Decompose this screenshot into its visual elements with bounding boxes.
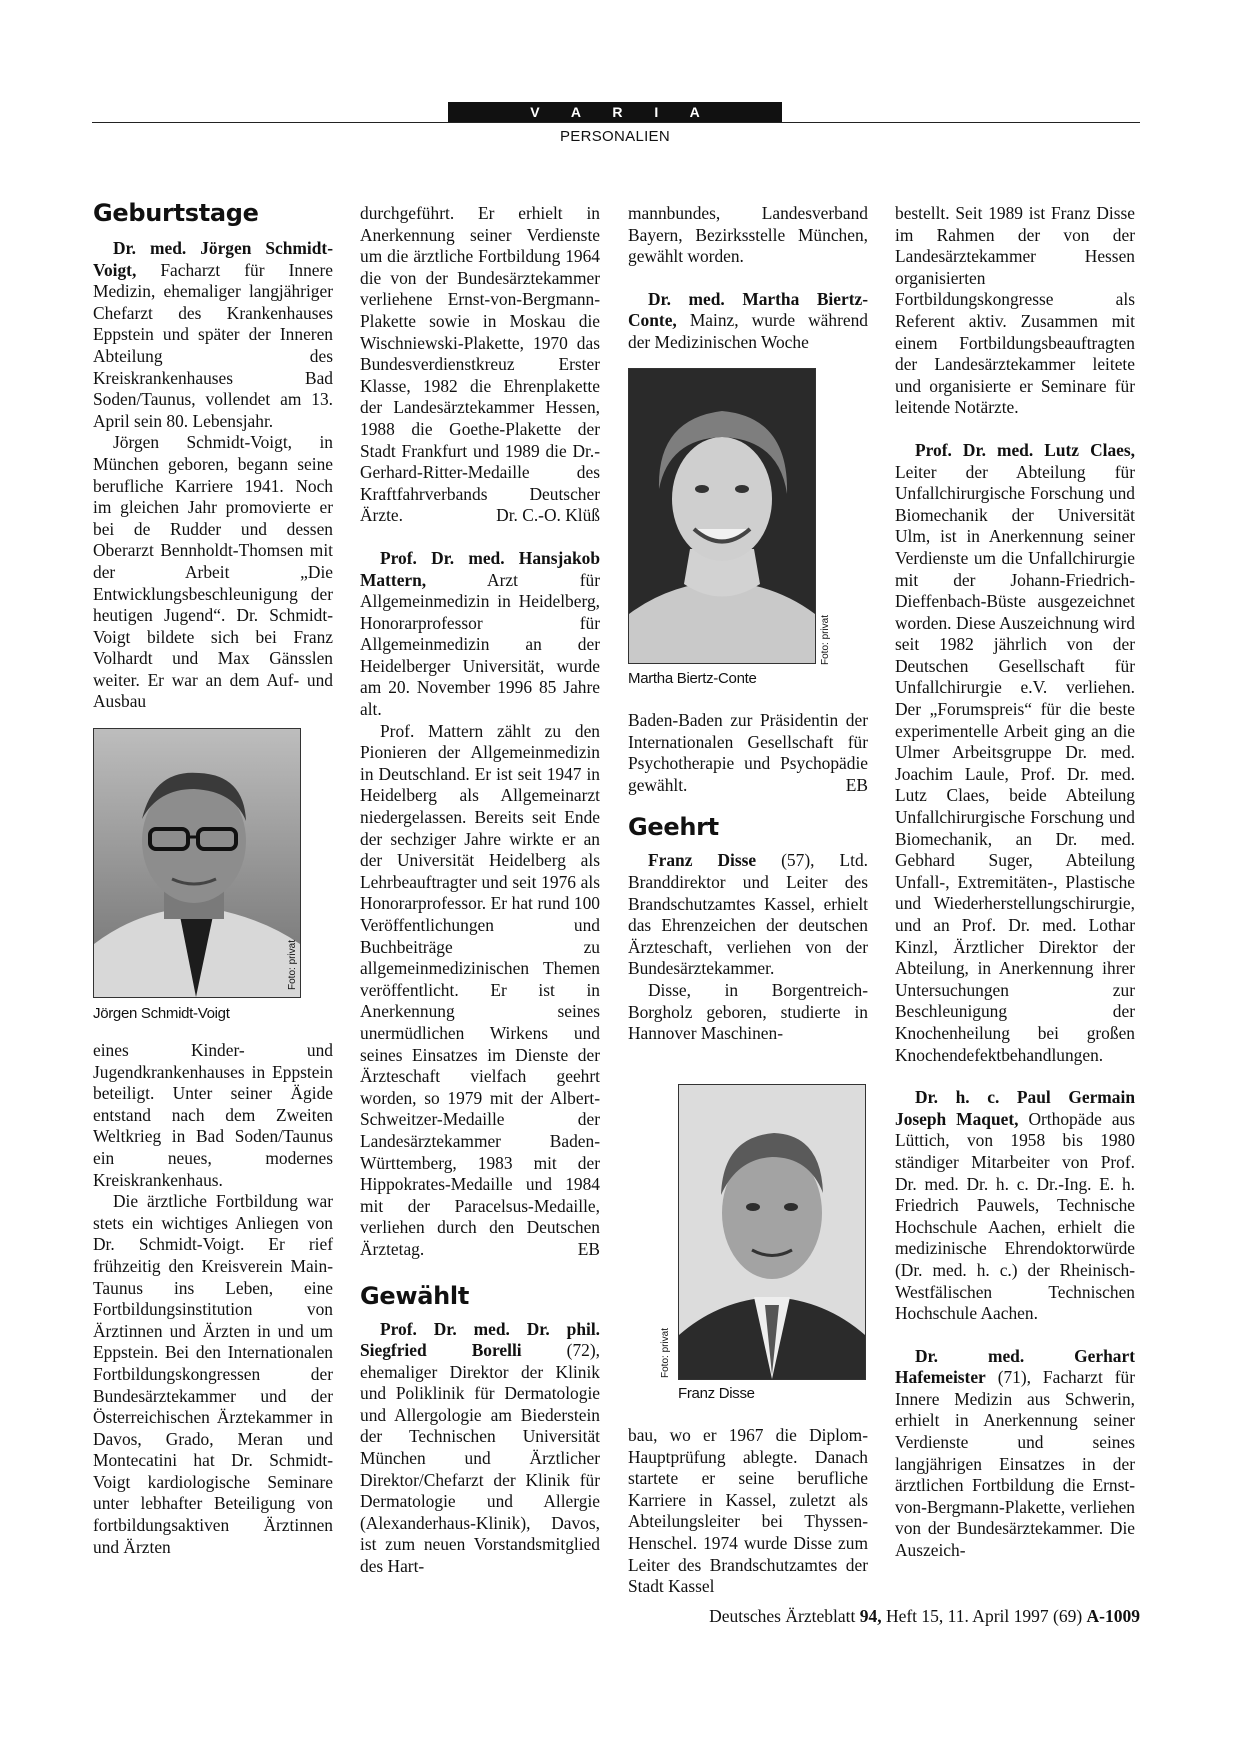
column-2: [360, 203, 600, 1578]
signature: EB: [845, 774, 868, 795]
paragraph: Franz Disse (57), Ltd. Branddirektor und Leiter des Brandschutzamtes Kassel, erhielt das Ehrenzeichen der deutschen Ärzteschaft, verliehen von der Bundesärztekammer.: [628, 850, 868, 979]
person-name: Prof. Dr. med. Lutz Claes,: [915, 439, 1135, 460]
photo-credit: Foto: privat: [287, 939, 298, 990]
photo-schmidt-voigt: [93, 728, 301, 998]
paragraph: Dr. med. Martha Biertz-Conte, Mainz, wurde während der Medizinischen Woche: [628, 288, 868, 352]
heading-geehrt: Geehrt: [628, 813, 719, 842]
column-1-cont: [93, 1040, 333, 1558]
paragraph: eines Kinder- und Jugendkrankenhauses in Eppstein beteiligt. Unter seiner Ägide entstand nach dem Zweiten Weltkrieg in Bad Soden/Taunus ein neues, modernes Kreiskrankenhaus.: [93, 1040, 333, 1190]
paragraph: Prof. Mattern zählt zu den Pionieren der Allgemeinmedizin in Deutschland. Er ist seit 1947 in Heidelberg als Allgemeinarzt niedergelassen. Bereits seit Ende der sechziger Jahre wirkte er an der Universität Heidelberg als Lehrbeauftragter und seit 1976 als Honorarprofessor. Er hat rund 100 Veröffentlichungen und Buchbeiträge zu allgemeinmedizinischen Themen veröffentlicht. Er ist in Anerkennung seines unermüdlichen Wirkens und seines Einsatzes im Dienste der Ärzteschaft vielfach geehrt worden, so 1979 mit der Albert-Schweitzer-Medaille der Landesärztekammer Baden-Württemberg, 1983 mit der Hippokrates-Medaille und 1984 mit der Paracelsus-Medaille, verliehen durch den Deutschen Ärztetag. EB: [360, 720, 600, 1259]
heading-geburtstage: Geburtstage: [93, 199, 259, 227]
heading-gewaehlt: Gewählt: [360, 1281, 470, 1310]
column-4: [895, 203, 1135, 1562]
page-footer: Deutsches Ärzteblatt 94, Heft 15, 11. April 1997 (69) A-1009: [709, 1606, 1140, 1626]
paragraph: Prof. Dr. med. Hansjakob Mattern, Arzt für Allgemeinmedizin in Heidelberg, Honorarprofessor für Allgemeinmedizin an der Heidelberger Universität, wurde am 20. November 1996 85 Jahre alt.: [360, 547, 600, 720]
person-name: Franz Disse: [648, 850, 757, 871]
paragraph: Dr. med. Gerhart Hafemeister (71), Facharzt für Innere Medizin aus Schwerin, erhielt in Anerkennung seiner Verdienste und seines langjährigen Einsatzes in der ärztlichen Fortbildung die Ernst-von-Bergmann-Plakette, verliehen von der Bundesärztekammer. Die Auszeich-: [895, 1345, 1135, 1561]
paragraph: Dr. h. c. Paul Germain Joseph Maquet, Orthopäde aus Lüttich, von 1958 bis 1980 ständiger Mitarbeiter von Prof. Dr. med. Dr. h. c. Dr.-Ing. E. h. Friedrich Pauwels, Technische Hochschule Aachen, erhielt die medizinische Ehrendoktorwürde (Dr. med. h. c.) der Rheinisch-Westfälischen Technischen Hochschule Aachen.: [895, 1087, 1135, 1324]
portrait-man-suit: [679, 1085, 865, 1379]
photo-caption: Franz Disse: [678, 1385, 755, 1402]
column-1: [93, 198, 333, 713]
portrait-man-glasses: [94, 729, 300, 997]
person-name: Dr. med. Martha Biertz-Conte,: [628, 288, 868, 331]
photo-credit: Foto: privat: [660, 1327, 671, 1378]
paragraph: Prof. Dr. med. Lutz Claes, Leiter der Abteilung für Unfallchirurgische Forschung und Biomechanik der Universität Ulm, ist in Anerkennung seiner Verdienste um die Unfallchirurgie mit der Johann-Friedrich-Dieffenbach-Büste ausgezeichnet worden. Diese Auszeichnung wird seit 1982 jährlich von der Deutschen Gesellschaft für Unfallchirurgie e.V. verliehen. Der „Forumspreis“ für die beste experimentelle Arbeit ging an die Ulmer Arbeitsgruppe Dr. med. Joachim Laule, Prof. Dr. med. Lutz Claes, beide Abteilung Unfallchirurgische Forschung und Biomechanik, an Dr. med. Gebhard Suger, Abteilung Unfall-, Extremitäten-, Plastische und Wiederherstellungschirurgie, und an Prof. Dr. med. Lothar Kinzl, Ärztlicher Direktor der Abteilung, in Anerkennung ihrer Untersuchungen zur Beschleunigung der Knochenheilung bei großen Knochendefektbehandlungen.: [895, 439, 1135, 1065]
paragraph: Disse, in Borgentreich-Borgholz geboren, studierte in Hannover Maschinen-: [628, 979, 868, 1044]
paragraph: mannbundes, Landesverband Bayern, Bezirksstelle München, gewählt worden.: [628, 203, 868, 267]
paragraph: Baden-Baden zur Präsidentin der Internationalen Gesellschaft für Psychotherapie und Psychopädie gewählt. EB: [628, 710, 868, 795]
column-3-cont2: [628, 1425, 868, 1598]
signature: EB: [577, 1238, 600, 1259]
person-name: Dr. med. Gerhart Hafemeister: [895, 1345, 1135, 1388]
paragraph: durchgeführt. Er erhielt in Anerkennung seiner Verdienste um die ärztliche Fortbildung 1964 die von der Bundesärztekammer verliehene Ernst-von-Bergmann-Plakette sowie in Moskau die Wischniewski-Plakette, 1970 das Bundesverdienstkreuz Erster Klasse, 1982 die Ehrenplakette der Landesärztekammer Hessen, 1988 die Goethe-Plakette der Stadt Frankfurt und 1989 die Dr.-Gerhard-Ritter-Medaille des Kraftfahrverbands Deutscher Ärzte. Dr. C.-O. Klüß: [360, 203, 600, 526]
person-name: Prof. Dr. med. Hansjakob Mattern,: [360, 547, 600, 590]
signature: Dr. C.-O. Klüß: [496, 505, 600, 526]
paragraph: Die ärztliche Fortbildung war stets ein wichtiges Anliegen von Dr. Schmidt-Voigt. Er rief frühzeitig den Kreisverein Main-Taunus ins Leben, eine Fortbildungsinstitution von Ärztinnen und Ärzten in und um Eppstein. Bei den Internationalen Fortbildungskongressen der Bundesärztekammer und der Österreichischen Ärztekammer in Davos, Grado, Meran und Montecatini hat Dr. Schmidt-Voigt kardiologische Seminare unter lebhafter Beteiligung von fortbildungsaktiven Ärztinnen und Ärzten: [93, 1191, 333, 1557]
person-name: Prof. Dr. med. Dr. phil. Siegfried Borelli: [360, 1318, 600, 1361]
column-3: [628, 203, 868, 354]
page-number: A-1009: [1086, 1606, 1140, 1626]
photo-caption: Jörgen Schmidt-Voigt: [93, 1005, 230, 1022]
person-name: Dr. h. c. Paul Germain Joseph Maquet,: [895, 1087, 1135, 1129]
portrait-woman-smiling: [629, 369, 815, 663]
paragraph: Jörgen Schmidt-Voigt, in München geboren, begann seine berufliche Karriere 1941. Noch im gleichen Jahr promovierte er bei de Rudder und dessen Oberarzt Bennholdt-Thomsen mit der Arbeit „Die Entwicklungsbeschleunigung der heutigen Jugend“. Dr. Schmidt-Voigt bildete sich bei Franz Volhardt und Max Gänsslen weiter. Er war an dem Auf- und Ausbau: [93, 432, 333, 712]
paragraph: Prof. Dr. med. Dr. phil. Siegfried Borelli (72), ehemaliger Direktor der Klinik und Poliklinik für Dermatologie und Allergologie am Biederstein der Technischen Universität München und Ärztlicher Direktor/Chefarzt der Klinik für Dermatologie und Allergie (Alexanderhaus-Klinik), Davos, ist zum neuen Vorstandsmitglied des Hart-: [360, 1318, 600, 1577]
person-name: Dr. med. Jörgen Schmidt-Voigt,: [93, 238, 333, 280]
photo-caption: Martha Biertz-Conte: [628, 670, 757, 687]
paragraph: bestellt. Seit 1989 ist Franz Disse im Rahmen der von der Landesärztekammer Hessen organisierten Fortbildungskongresse als Referent aktiv. Zusammen mit einem Fortbildungsbeauftragten der Landesärztekammer leitete und organisierte er Seminare für leitende Notärzte.: [895, 203, 1135, 418]
photo-disse: [678, 1084, 866, 1380]
paragraph: bau, wo er 1967 die Diplom-Hauptprüfung ablegte. Danach startete er seine berufliche Karriere in Kassel, zuletzt als Abteilungsleiter bei Thyssen-Henschel. 1974 wurde Disse zum Leiter des Brandschutzamtes der Stadt Kassel: [628, 1425, 868, 1597]
photo-credit: Foto: privat: [820, 614, 831, 665]
section-label: V A R I A: [448, 102, 782, 122]
subsection-label: PERSONALIEN: [560, 128, 670, 145]
header-rule: [92, 122, 1140, 123]
column-3-cont: [628, 710, 868, 1045]
photo-biertz-conte: [628, 368, 816, 664]
paragraph: Dr. med. Jörgen Schmidt-Voigt, Facharzt für Innere Medizin, ehemaliger langjähriger Chefarzt des Krankenhauses Eppstein und später der Inneren Abteilung des Kreiskrankenhauses Bad Soden/Taunus, vollendet am 13. April sein 80. Lebensjahr.: [93, 238, 333, 431]
